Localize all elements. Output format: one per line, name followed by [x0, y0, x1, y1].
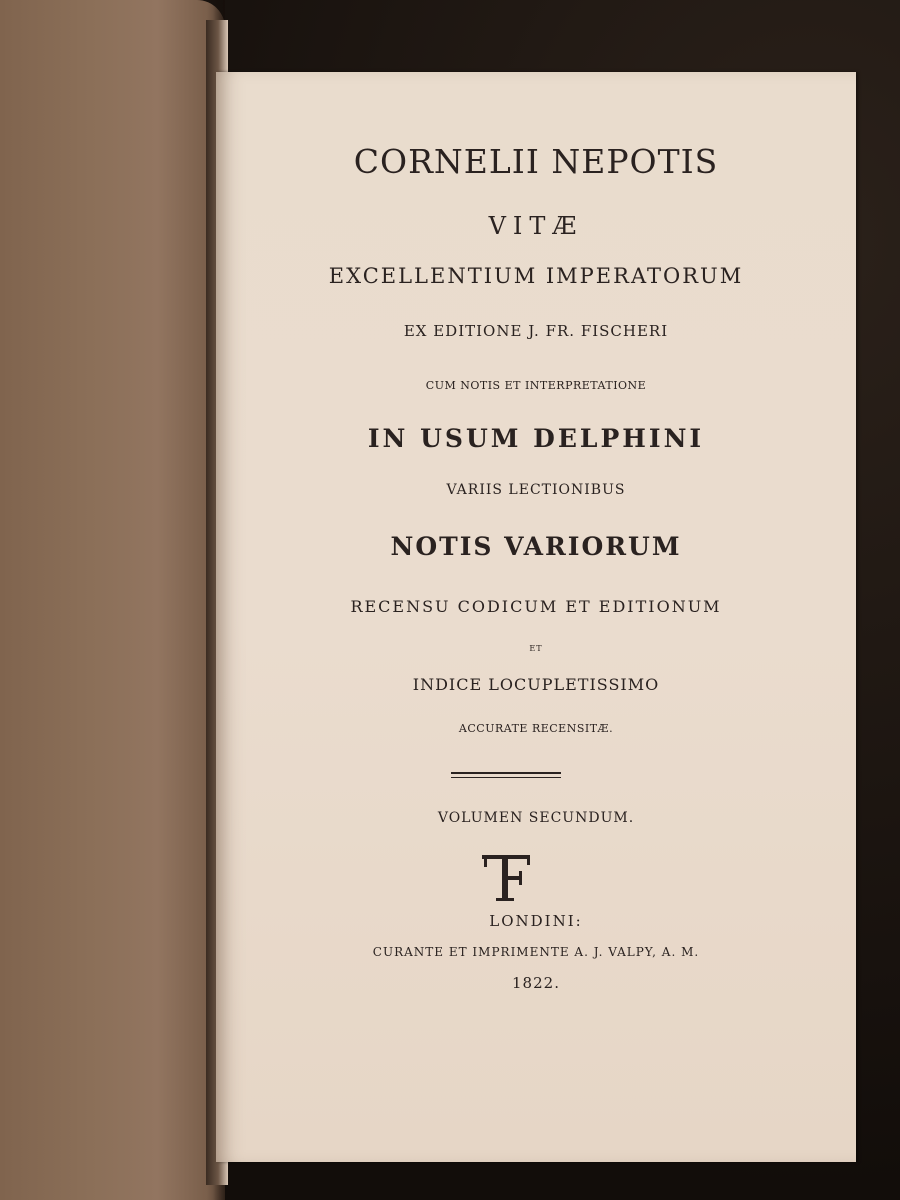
usum-line: IN USUM DELPHINI [367, 424, 705, 453]
imprint-line: CURANTE ET IMPRIMENTE A. J. VALPY, A. M. [372, 945, 700, 959]
title-line: VITÆ [488, 212, 584, 240]
volume-line: VOLUMEN SECUNDUM. [437, 810, 635, 826]
notes-line: CUM NOTIS ET INTERPRETATIONE [425, 379, 647, 392]
accurate-line: ACCURATE RECENSITÆ. [458, 722, 614, 735]
et-line: ET [529, 644, 543, 653]
subtitle-line: EXCELLENTIUM IMPERATORUM [328, 264, 744, 288]
place-line: LONDINI: [489, 912, 583, 930]
variis-line: VARIIS LECTIONIBUS [446, 482, 626, 498]
indice-line: INDICE LOCUPLETISSIMO [412, 675, 660, 694]
author-line: CORNELII NEPOTIS [353, 142, 719, 181]
edition-line: EX EDITIONE J. FR. FISCHERI [403, 322, 669, 340]
left-cover-board [0, 0, 225, 1200]
year-line: 1822. [512, 974, 560, 992]
notis-variorum-line: NOTIS VARIORUM [390, 532, 682, 561]
double-rule-thin [451, 777, 561, 778]
double-rule-thick [451, 772, 561, 774]
title-page [216, 72, 856, 1162]
recensu-line: RECENSU CODICUM ET EDITIONUM [350, 597, 722, 616]
printers-monogram-icon [480, 852, 532, 904]
